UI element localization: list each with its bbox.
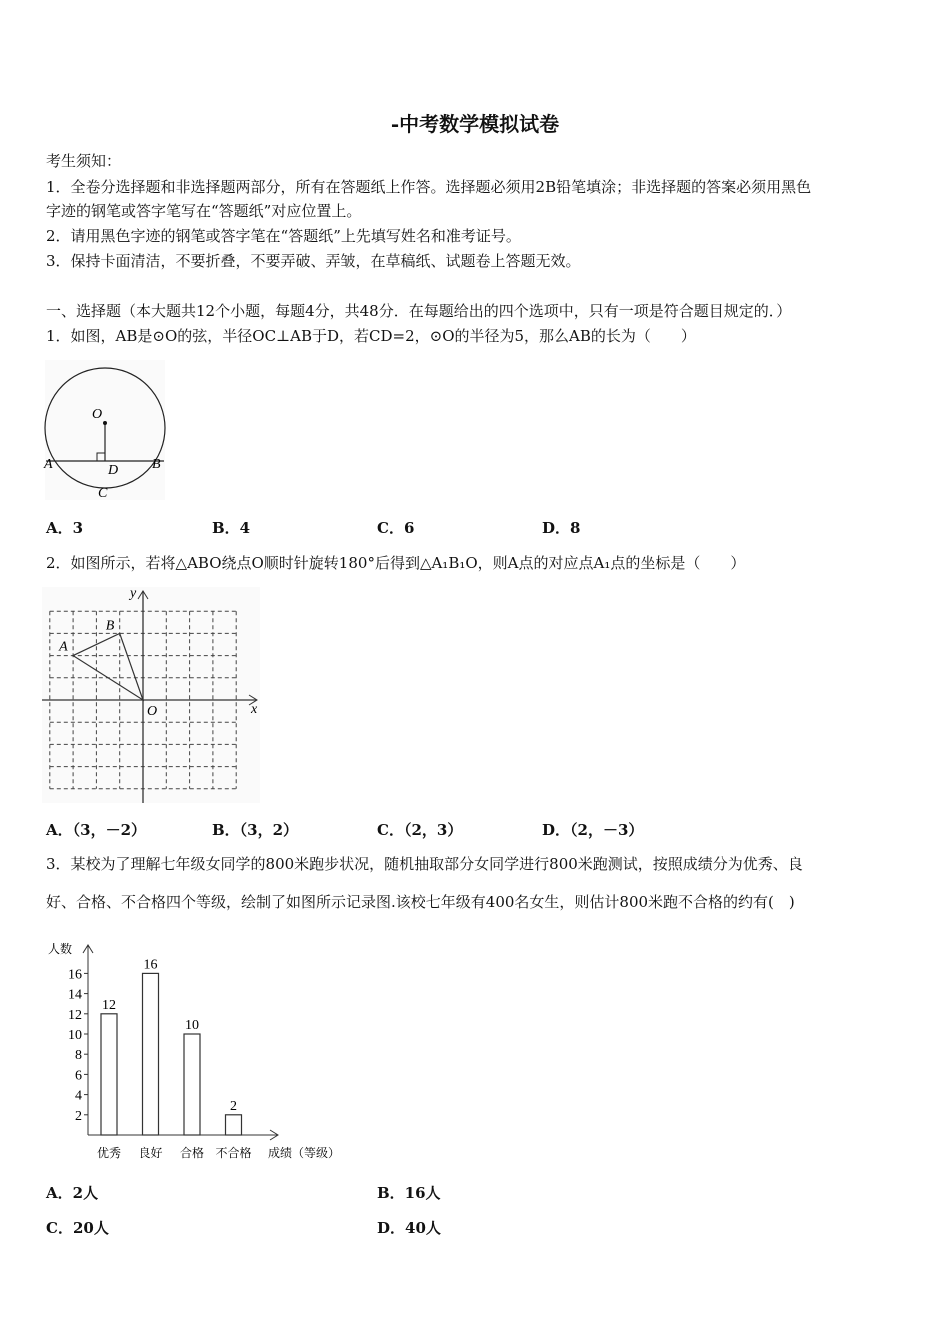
notice-line: 3．保持卡面清洁，不要折叠，不要弄破、弄皱，在草稿纸、试题卷上答题无效。 [46,252,581,270]
figure-background [42,587,260,803]
label-a: A [44,457,53,472]
y-axis-label: 人数 [48,942,73,956]
y-tick-label: 8 [75,1048,82,1064]
label-y: y [130,586,137,601]
y-tick-label: 4 [75,1088,82,1104]
q3-option-c: C．20人 [46,1219,109,1237]
bar [226,1115,242,1135]
label-a: A [59,639,68,655]
label-x: x [251,702,258,717]
label-origin: O [147,704,158,719]
y-tick-label: 6 [75,1068,82,1084]
data-label: 16 [143,957,158,973]
question-3-stem-line: 好、合格、不合格四个等级，绘制了如图所示记录图.该校七年级有400名女生，则估计800米跑不合格的约有( ) [46,893,795,911]
category-label: 合格 [179,1146,205,1160]
notice-heading: 考生须知： [46,152,122,170]
question-2-stem: 2．如图所示，若将△ABO绕点O顺时针旋转180°后得到△A₁B₁O，则A点的对应点A₁点的坐标是（ ） [46,554,746,572]
section-heading: 一、选择题（本大题共12个小题，每题4分，共48分．在每题给出的四个选项中，只有一项是符合题目规定的．） [46,302,792,320]
label-b: B [105,618,115,634]
q1-option-d: D．8 [542,519,581,537]
bar [101,1014,117,1135]
bar [143,973,159,1135]
q1-option-a: A．3 [46,519,84,537]
notice-line: 2．请用黑色字迹的钢笔或答字笔在“答题纸”上先填写姓名和准考证号。 [46,227,521,245]
label-d: D [108,463,119,478]
q3-option-a: A．2人 [46,1184,99,1202]
q2-option-a: A．（3，－2） [46,821,147,839]
notice-line: 字迹的钢笔或答字笔写在“答题纸”对应位置上。 [46,202,362,220]
bar [184,1034,200,1135]
y-tick-label: 12 [68,1007,82,1023]
question-3-stem-line: 3．某校为了理解七年级女同学的800米跑步状况，随机抽取部分女同学进行800米跑测试，按照成绩分为优秀、良 [46,855,803,873]
coordinate-grid-figure [40,585,265,807]
q2-option-c: C．（2，3） [377,821,463,839]
q2-option-b: B．（3，2） [212,821,299,839]
data-label: 12 [102,997,116,1013]
notice-line: 1．全卷分选择题和非选择题两部分，所有在答题纸上作答。选择题必须用2B铅笔填涂；非选择题的答案必须用黑色 [46,178,812,196]
label-b: B [152,457,161,472]
q2-option-d: D．（2，－3） [542,821,644,839]
data-label: 10 [185,1018,199,1033]
question-1-stem: 1．如图，AB是⊙O的弦，半径OC⊥AB于D，若CD=2，⊙O的半径为5，那么AB的长为（ ） [46,327,696,345]
bar-chart [40,935,360,1165]
y-tick-label: 16 [68,967,82,983]
y-tick-label: 14 [68,987,82,1003]
q1-option-b: B．4 [212,519,251,537]
label-o: O [92,407,103,422]
label-c: C [98,486,108,501]
data-label: 2 [230,1098,237,1114]
y-tick-label: 10 [68,1028,82,1043]
page-title: -中考数学模拟试卷 [390,112,560,136]
category-label: 优秀 [96,1146,122,1160]
circle-figure [40,360,180,505]
center-point [103,421,107,425]
category-label: 不合格 [215,1146,252,1160]
x-axis-label: 成绩（等级） [268,1146,341,1160]
y-tick-label: 2 [75,1108,82,1124]
q3-option-b: B．16人 [377,1184,441,1202]
q1-option-c: C．6 [377,519,415,537]
category-label: 良好 [138,1146,163,1160]
q3-option-d: D．40人 [377,1219,441,1237]
